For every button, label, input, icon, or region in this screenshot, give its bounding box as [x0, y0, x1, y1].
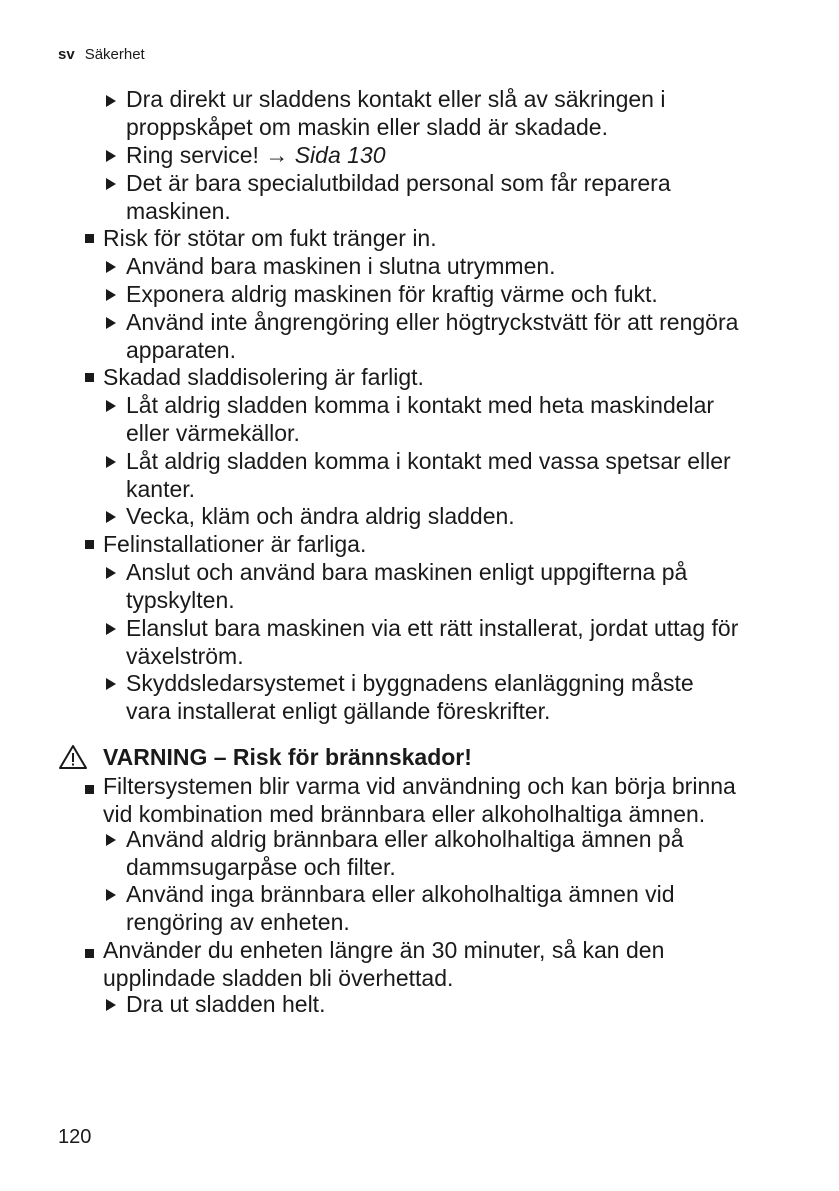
- arrow-bullet-icon: [106, 150, 116, 162]
- list-item-line: Dra ut sladden helt.: [126, 991, 326, 1017]
- arrow-bullet-icon: [106, 567, 116, 579]
- list-item-line: kanter.: [126, 476, 196, 502]
- arrow-bullet-icon: [106, 289, 116, 301]
- list-item-heading: Felinstallationer är farliga.: [103, 531, 367, 557]
- list-item-line: vid kombination med brännbara eller alkoholhaltiga ämnen.: [103, 801, 706, 827]
- square-bullet-icon: [85, 373, 94, 382]
- list-item-line: Det är bara specialutbildad personal som får reparera: [126, 170, 671, 196]
- square-bullet-icon: [85, 785, 94, 794]
- arrow-bullet-icon: [106, 678, 116, 690]
- page-number: 120: [58, 1126, 92, 1148]
- list-item-line: maskinen.: [126, 198, 231, 224]
- arrow-bullet-icon: [106, 95, 116, 107]
- warning-title: VARNING – Risk för brännskador!: [103, 744, 472, 770]
- list-item-line: vara installerat enligt gällande föreskrifter.: [126, 698, 551, 724]
- list-item-line: proppskåpet om maskin eller sladd är skadade.: [126, 114, 608, 140]
- list-item-line: typskylten.: [126, 587, 235, 613]
- list-item-line: Elanslut bara maskinen via ett rätt installerat, jordat uttag för: [126, 615, 739, 641]
- page-reference-link[interactable]: Sida 130: [294, 142, 386, 168]
- list-item-line: Skyddsledarsystemet i byggnadens elanläggning måste: [126, 670, 694, 696]
- square-bullet-icon: [85, 234, 94, 243]
- arrow-bullet-icon: [106, 623, 116, 635]
- list-item-line: rengöring av enheten.: [126, 909, 350, 935]
- list-item-line: Använd bara maskinen i slutna utrymmen.: [126, 253, 556, 279]
- list-item-heading: Skadad sladdisolering är farligt.: [103, 364, 424, 390]
- section-title: Säkerhet: [84, 46, 145, 63]
- page-header: [58, 46, 145, 64]
- arrow-bullet-icon: [106, 400, 116, 412]
- list-item-line: eller värmekällor.: [126, 420, 300, 446]
- square-bullet-icon: [85, 949, 94, 958]
- list-item-line: Använd aldrig brännbara eller alkoholhaltiga ämnen på: [126, 826, 684, 852]
- arrow-bullet-icon: [106, 834, 116, 846]
- list-item-line: växelström.: [126, 643, 244, 669]
- list-item-line: Låt aldrig sladden komma i kontakt med vassa spetsar eller: [126, 448, 731, 474]
- list-item-heading: Använder du enheten längre än 30 minuter, så kan den: [103, 937, 665, 963]
- list-item-line: Anslut och använd bara maskinen enligt uppgifterna på: [126, 559, 688, 585]
- list-item-line: Exponera aldrig maskinen för kraftig värme och fukt.: [126, 281, 658, 307]
- arrow-bullet-icon: [106, 317, 116, 329]
- warning-triangle-icon: [58, 744, 88, 770]
- arrow-bullet-icon: [106, 261, 116, 273]
- list-item-line: [126, 142, 386, 170]
- list-item-line: dammsugarpåse och filter.: [126, 854, 396, 880]
- list-item-text: Ring service! →: [126, 142, 289, 168]
- square-bullet-icon: [85, 540, 94, 549]
- language-code: sv: [58, 46, 75, 63]
- list-item-heading: Filtersystemen blir varma vid användning och kan börja brinna: [103, 773, 736, 799]
- list-item-line: Använd inga brännbara eller alkoholhaltiga ämnen vid: [126, 881, 675, 907]
- list-item-line: Använd inte ångrengöring eller högtryckstvätt för att rengöra: [126, 309, 739, 335]
- list-item-line: Dra direkt ur sladdens kontakt eller slå av säkringen i: [126, 86, 666, 112]
- arrow-bullet-icon: [106, 889, 116, 901]
- list-item-line: apparaten.: [126, 337, 236, 363]
- arrow-bullet-icon: [106, 999, 116, 1011]
- arrow-bullet-icon: [106, 178, 116, 190]
- list-item-line: upplindade sladden bli överhettad.: [103, 965, 454, 991]
- arrow-bullet-icon: [106, 456, 116, 468]
- list-item-heading: Risk för stötar om fukt tränger in.: [103, 225, 437, 251]
- list-item-line: Låt aldrig sladden komma i kontakt med heta maskindelar: [126, 392, 715, 418]
- arrow-bullet-icon: [106, 511, 116, 523]
- list-item-line: Vecka, kläm och ändra aldrig sladden.: [126, 503, 515, 529]
